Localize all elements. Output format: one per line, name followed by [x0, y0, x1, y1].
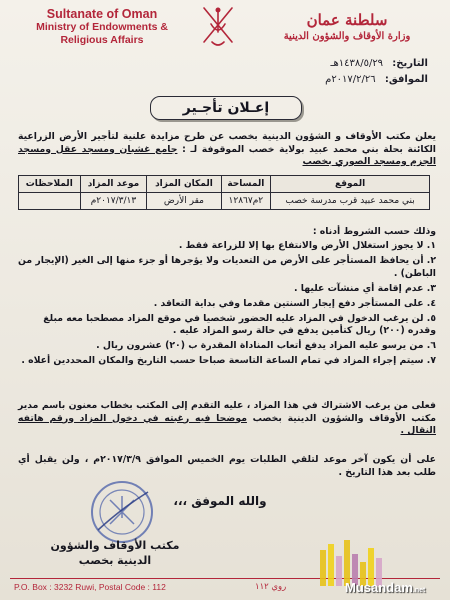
- intro-text: يعلن مكتب الأوقاف و الشؤون الدينية بخصب عن طرح مزايدة علنية لتأجير الأرض الزراعية الكائنة بحلة بني محمد عبيد بولاية خصب الموقوفة لـ :: [18, 131, 436, 155]
- condition-item: ٦. من يرسو عليه المزاد يدفع أتعاب المناداة المقدرة ب (٢٠) عشرون ريال .: [96, 340, 436, 352]
- letterhead-ar-line1: سلطنة عمان: [306, 11, 388, 29]
- watermark-text: [345, 580, 425, 595]
- application-paragraph: [18, 400, 436, 438]
- corresponding-date-value: ٢٠١٧/٢/٢٦م: [325, 74, 376, 85]
- conditions-intro: وذلك حسب الشروط أدناه :: [312, 226, 436, 237]
- signer-block: [40, 538, 190, 568]
- application-text: فعلى من يرغب الاشتراك في هذا المزاد ، عليه التقدم إلى المكتب بخطاب معنون باسم مدير مكتب الأوقاف والشؤون الدينية بخصب: [18, 400, 436, 424]
- letterhead-en-line3: Religious Affairs: [60, 34, 144, 46]
- deadline-paragraph: على أن يكون آخر موعد لتلقي الطلبات يوم الخميس الموافق ٢٠١٧/٣/٩م ، ولن يقبل أي طلب بعد هذا التاريخ .: [18, 454, 436, 478]
- cell-auction-date: ٢٠١٧/٣/١٣م: [80, 193, 147, 210]
- condition-item: ٢. أن يحافظ المستأجر على الأرض من التعديات ولا يؤجرها أو جزء منها إلى الغير (الإيجار من الباطن) .: [18, 254, 436, 279]
- conditions-list: [18, 240, 436, 370]
- condition-item: ١. لا يجوز استغلال الأرض والانتفاع بها إلا للزراعة فقط .: [178, 240, 436, 251]
- intro-mosques: جامع غشبان ومسجد عقل ومسجد الجزم ومسجد الصوري بخصب: [18, 143, 436, 167]
- date-value: ١٤٣٨/٥/٢٩هـ: [330, 58, 384, 69]
- col-area: المساحة: [221, 176, 271, 193]
- closing-phrase: والله الموفق ،،،: [173, 494, 267, 508]
- office-stamp-icon: [88, 478, 156, 546]
- table-header-row: [19, 176, 430, 193]
- condition-item: ٧. سيتم إجراء المزاد في تمام الساعة التاسعة صباحا حسب التاريخ والمكان المحددين أعلاه .: [21, 355, 436, 367]
- cell-location: بني محمد عبيد قرب مدرسة خصب: [271, 193, 430, 210]
- land-table: [18, 175, 430, 210]
- letterhead-ar-line2: وزارة الأوقاف والشؤون الدينية: [283, 31, 411, 42]
- application-requirement: موضحا فيه رغبته في دخول المزاد ورقم هاتفه النقال .: [18, 412, 436, 436]
- col-location: الموقع: [271, 176, 430, 193]
- col-auction-place: المكان المزاد: [147, 176, 221, 193]
- condition-item: ٤. على المستأجر دفع إيجار السنتين مقدما وفي بداية التعاقد .: [153, 297, 436, 309]
- col-auction-date: موعد المزاد: [80, 176, 147, 193]
- condition-item: ٥. لن يرغب الدخول في المزاد عليه الحضور شخصيا في موقع المزاد مصطحبا معه مبلغ وقدره (٢٠٠) ريال كتأمين يدفع في حالة رسو المزاد عليه .: [43, 312, 436, 337]
- signer-line1: مكتب الأوقاف والشؤون: [50, 539, 180, 552]
- footer-address-ar: روي ١١٢: [255, 582, 287, 592]
- letterhead-arabic: [262, 10, 432, 44]
- signer-line2: الدينية بخصب: [78, 554, 152, 567]
- footer-address-en: P.O. Box : 3232 Ruwi, Postal Code : 112: [14, 582, 166, 592]
- col-notes: الملاحظات: [19, 176, 81, 193]
- cell-auction-place: مقر الأرض: [147, 193, 221, 210]
- letterhead-english: [22, 8, 182, 47]
- corresponding-date-label: الموافق:: [384, 74, 428, 85]
- intro-paragraph: [18, 131, 436, 169]
- table-row: [19, 193, 430, 210]
- oman-emblem-icon: [198, 2, 238, 50]
- watermark-suffix: .net: [412, 587, 426, 594]
- date-label: التاريخ:: [392, 58, 428, 69]
- letterhead-en-line2: Ministry of Endowments &: [36, 21, 168, 33]
- document-title: إعـلان تأجـير: [150, 96, 302, 120]
- cell-notes: [19, 193, 81, 210]
- cell-area: ٢م١٢٨٦٧: [221, 193, 271, 210]
- condition-item: ٣. عدم إقامة أي منشآت عليها .: [294, 282, 436, 294]
- letterhead-en-line1: Sultanate of Oman: [46, 7, 158, 21]
- document-meta: [325, 56, 428, 88]
- watermark-name: Musandam: [345, 580, 413, 595]
